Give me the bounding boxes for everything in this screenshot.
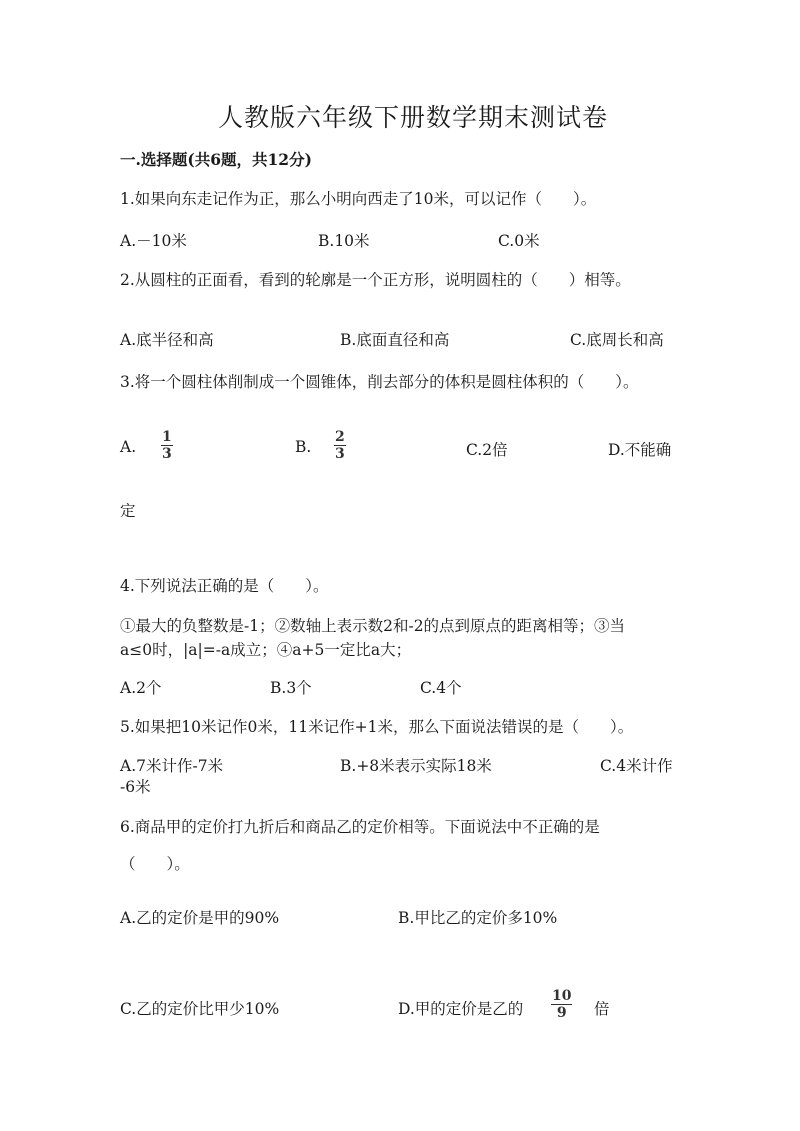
question-4-option-a[interactable]: A.2个 (120, 679, 162, 697)
question-3-option-d-continued: 定 (120, 502, 136, 520)
question-4-statements-line-2: a≤0时，|a|=-a成立；④a+5一定比a大； (120, 641, 412, 659)
question-2-option-a[interactable]: A.底半径和高 (120, 331, 214, 349)
fraction-denominator: 3 (162, 446, 172, 462)
question-5-option-a[interactable]: A.7米计作-7米 (120, 757, 224, 775)
question-2-option-b[interactable]: B.底面直径和高 (340, 331, 450, 349)
question-1-option-a[interactable]: A.－10米 (120, 232, 187, 250)
section-heading: 一.选择题(共6题，共12分) (120, 150, 312, 169)
question-3-option-c[interactable]: C.2倍 (466, 441, 508, 459)
question-6-option-b[interactable]: B.甲比乙的定价多10% (398, 909, 558, 927)
fraction-numerator: 1 (162, 429, 172, 445)
question-6-option-a[interactable]: A.乙的定价是甲的90% (120, 909, 280, 927)
question-1-stem: 1.如果向东走记作为正，那么小明向西走了10米，可以记作（ ）。 (120, 190, 597, 208)
question-6-option-d-suffix: 倍 (594, 1000, 610, 1018)
page-title: 人教版六年级下册数学期末测试卷 (218, 103, 609, 132)
fraction-denominator: 3 (335, 446, 345, 462)
question-4-stem: 4.下列说法正确的是（ ）。 (120, 577, 329, 595)
question-6-stem-continued: （ ）。 (120, 855, 190, 873)
question-1-option-c[interactable]: C.0米 (498, 232, 540, 250)
question-5-stem: 5.如果把10米记作0米，11米记作+1米，那么下面说法错误的是（ ）。 (120, 718, 634, 736)
question-4-option-b[interactable]: B.3个 (270, 679, 312, 697)
question-3-fraction-b (334, 430, 346, 461)
question-2-stem: 2.从圆柱的正面看，看到的轮廓是一个正方形，说明圆柱的（ ）相等。 (120, 271, 631, 289)
question-3-option-d[interactable]: D.不能确 (608, 441, 672, 459)
fraction-denominator: 9 (556, 1005, 567, 1021)
question-4-statements-line-1: ①最大的负整数是-1；②数轴上表示数2和-2的点到原点的距离相等；③当 (120, 617, 626, 635)
question-5-option-c-continued: -6米 (120, 778, 151, 796)
question-6-option-d[interactable]: D.甲的定价是乙的 (398, 1000, 524, 1018)
question-5-option-c[interactable]: C.4米计作 (600, 757, 673, 775)
fraction-numerator: 10 (552, 988, 572, 1004)
question-3-stem: 3.将一个圆柱体削制成一个圆锥体，削去部分的体积是圆柱体积的（ ）。 (120, 373, 639, 391)
question-6-option-c[interactable]: C.乙的定价比甲少10% (120, 1000, 280, 1018)
question-2-option-c[interactable]: C.底周长和高 (570, 331, 664, 349)
question-5-option-b[interactable]: B.+8米表示实际18米 (340, 757, 492, 775)
question-3-fraction-a (161, 430, 173, 461)
question-6-fraction-d (551, 989, 572, 1020)
question-3-option-a[interactable]: A. (120, 438, 137, 456)
fraction-numerator: 2 (335, 429, 345, 445)
question-3-option-b[interactable]: B. (295, 438, 312, 456)
question-1-option-b[interactable]: B.10米 (318, 232, 370, 250)
question-6-stem: 6.商品甲的定价打九折后和商品乙的定价相等。下面说法中不正确的是 (120, 818, 600, 836)
question-4-option-c[interactable]: C.4个 (420, 679, 462, 697)
